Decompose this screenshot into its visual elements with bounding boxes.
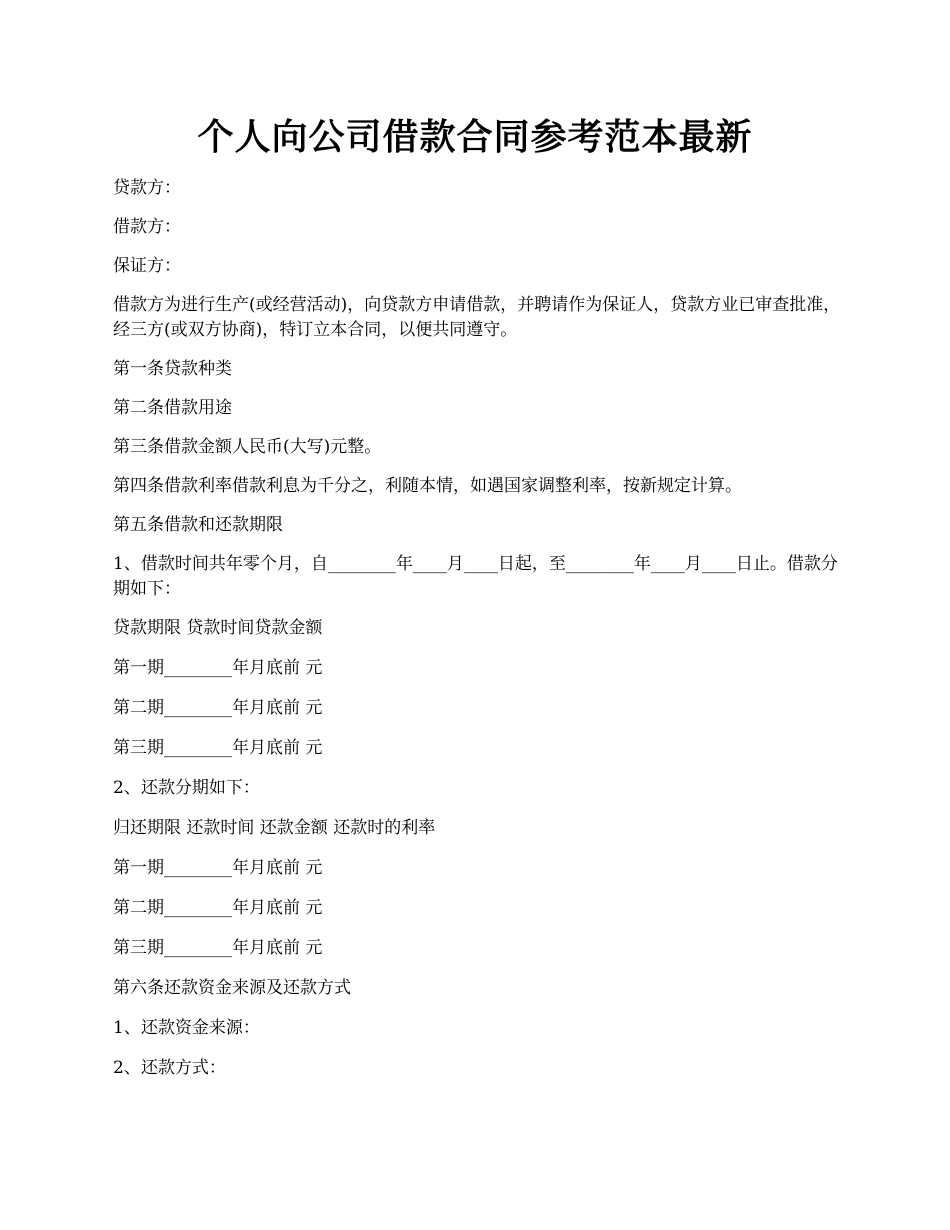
preamble-paragraph: 借款方为进行生产(或经营活动)，向贷款方申请借款，并聘请作为保证人，贷款方业已审查批准，经三方(或双方协商)，特订立本合同，以便共同遵守。	[113, 295, 841, 340]
repayment-schedule-intro: 2、还款分期如下：	[113, 778, 260, 798]
borrower-line: 借款方：	[113, 217, 181, 237]
repayment-schedule-row: 第二期________年月底前 元	[113, 898, 323, 918]
document-title: 个人向公司借款合同参考范本最新	[197, 116, 753, 158]
repayment-schedule-header: 归还期限 还款时间 还款金额 还款时的利率	[113, 818, 436, 838]
article-4-paragraph: 第四条借款利率借款利息为千分之，利随本情，如遇国家调整利率，按新规定计算。	[113, 476, 742, 496]
repayment-method-line: 2、还款方式：	[113, 1058, 226, 1078]
article-2-heading: 第二条借款用途	[113, 398, 232, 418]
document-body	[113, 176, 843, 1096]
article-6-heading: 第六条还款资金来源及还款方式	[113, 978, 351, 998]
loan-schedule-row: 第一期________年月底前 元	[113, 658, 323, 678]
lender-line: 贷款方：	[113, 178, 181, 198]
loan-schedule-row: 第二期________年月底前 元	[113, 698, 323, 718]
guarantor-line: 保证方：	[113, 256, 181, 276]
article-3-paragraph: 第三条借款金额人民币(大写)元整。	[113, 437, 382, 457]
loan-schedule-header: 贷款期限 贷款时间贷款金额	[113, 618, 323, 638]
repayment-schedule-row: 第一期________年月底前 元	[113, 858, 323, 878]
loan-schedule-row: 第三期________年月底前 元	[113, 738, 323, 758]
repayment-source-line: 1、还款资金来源：	[113, 1018, 260, 1038]
article-1-heading: 第一条贷款种类	[113, 359, 232, 379]
loan-period-paragraph: 1、借款时间共年零个月，自________年____月____日起，至________年____月____日止。借款分期如下：	[113, 554, 838, 599]
repayment-schedule-row: 第三期________年月底前 元	[113, 938, 323, 958]
article-5-heading: 第五条借款和还款期限	[113, 515, 283, 535]
